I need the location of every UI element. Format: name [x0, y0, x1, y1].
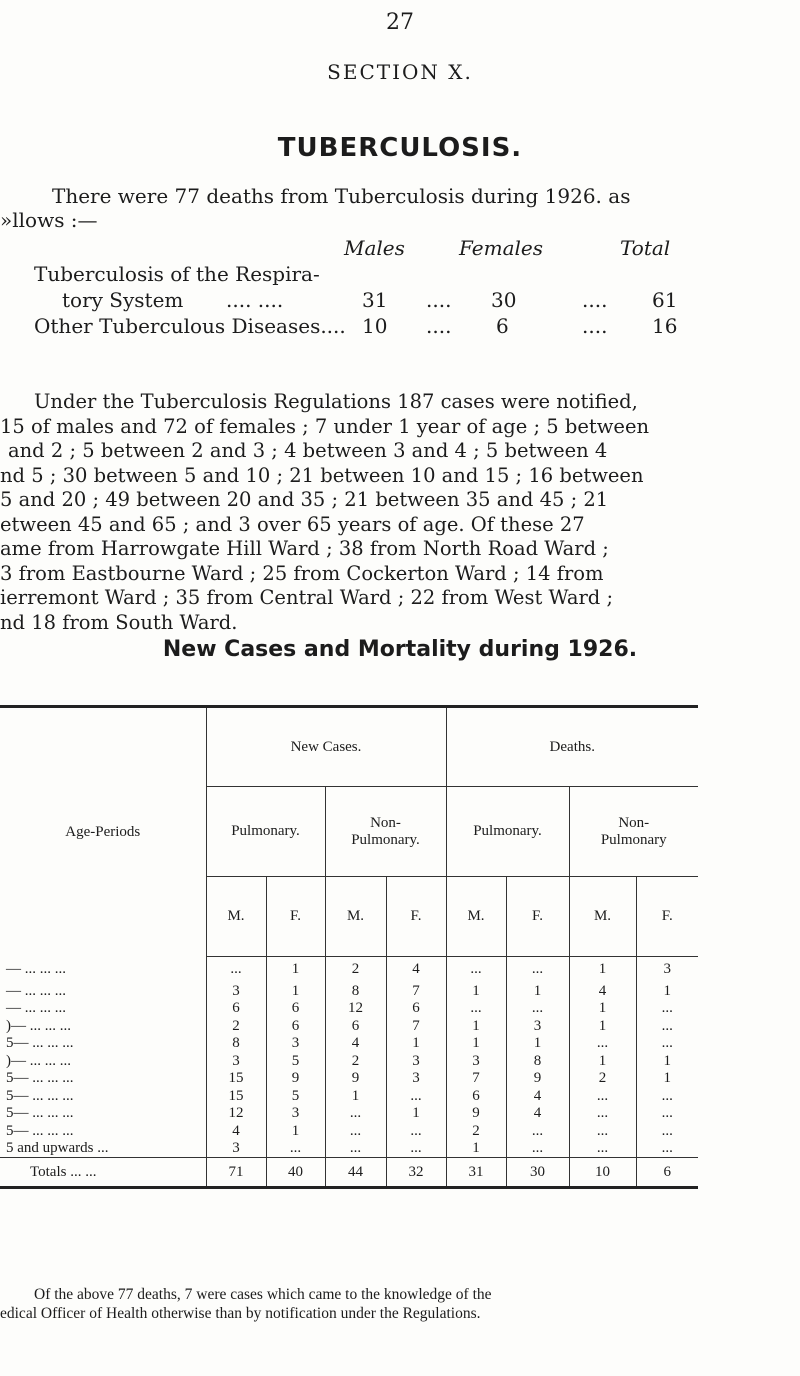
table-row — [0, 1140, 698, 1158]
table-row — [0, 1105, 698, 1123]
value-cell: 1 — [506, 983, 569, 1001]
page-heading: TUBERCULOSIS. — [277, 133, 523, 163]
page-number: 27 — [386, 10, 414, 35]
value-cell: 6 — [206, 1000, 266, 1018]
value-cell: ... — [636, 1140, 698, 1158]
paragraph-line: 5 and 20 ; 49 between 20 and 35 ; 21 between 35 and 45 ; 21 — [0, 488, 609, 511]
summary-total-value: 16 — [652, 314, 678, 338]
value-cell: 3 — [636, 957, 698, 983]
age-period-cell: 5— ... ... ... — [6, 1105, 74, 1122]
value-cell: ... — [325, 1123, 386, 1141]
summary-row-dots: .... — [582, 288, 608, 312]
value-cell: 1 — [446, 1140, 506, 1158]
value-cell: 7 — [386, 983, 446, 1001]
footnote-line: edical Officer of Health otherwise than by notification under the Regulations. — [0, 1305, 481, 1322]
value-cell: 3 — [386, 1053, 446, 1071]
value-cell: 1 — [446, 983, 506, 1001]
cases-mortality-table — [0, 705, 698, 1189]
paragraph-line: nd 18 from South Ward. — [0, 610, 238, 634]
value-cell: ... — [636, 1105, 698, 1123]
value-cell: ... — [636, 1088, 698, 1106]
header-new-cases: New Cases. — [206, 707, 446, 787]
value-cell: ... — [386, 1140, 446, 1158]
value-cell: ... — [636, 1123, 698, 1141]
header-non-line: Non- — [370, 814, 401, 831]
total-cell: 44 — [325, 1158, 386, 1188]
total-cell: 6 — [636, 1158, 698, 1188]
value-cell: 3 — [506, 1018, 569, 1036]
value-cell: 3 — [206, 1053, 266, 1071]
value-cell: ... — [386, 1123, 446, 1141]
value-cell: 1 — [569, 957, 636, 983]
total-cell: 32 — [386, 1158, 446, 1188]
value-cell: ... — [636, 1035, 698, 1053]
summary-females-value: 30 — [491, 288, 517, 312]
table-row — [0, 1070, 698, 1088]
value-cell: 3 — [206, 1140, 266, 1158]
summary-males-value: 10 — [362, 314, 388, 338]
value-cell: 1 — [446, 1018, 506, 1036]
age-period-cell: 5— ... ... ... — [6, 1035, 74, 1052]
value-cell: 15 — [206, 1088, 266, 1106]
age-period-cell: 5— ... ... ... — [6, 1070, 74, 1087]
paragraph-line: nd 5 ; 30 between 5 and 10 ; 21 between 10 and 15 ; 16 between — [0, 463, 644, 487]
value-cell: 1 — [636, 1070, 698, 1088]
table-row — [0, 1053, 698, 1071]
value-cell: 7 — [386, 1018, 446, 1036]
total-cell: 10 — [569, 1158, 636, 1188]
value-cell: 1 — [506, 1035, 569, 1053]
header-new-pulmonary: Pulmonary. — [206, 787, 325, 877]
header-deaths: Deaths. — [446, 707, 698, 787]
header-non-line: Non- — [618, 814, 650, 831]
value-cell: 6 — [266, 1000, 325, 1018]
summary-row-dots: .... — [426, 288, 452, 312]
value-cell: ... — [206, 957, 266, 983]
summary-row-label: Other Tuberculous Diseases.... — [34, 314, 346, 338]
table-row — [0, 983, 698, 1001]
value-cell: ... — [569, 1088, 636, 1106]
header-pulmonary-line: Pulmonary — [600, 831, 667, 848]
notification-paragraph — [0, 390, 800, 635]
value-cell: 9 — [446, 1105, 506, 1123]
value-cell: 1 — [266, 1123, 325, 1141]
summary-col-females: Females — [459, 236, 544, 260]
age-period-cell: 5— ... ... ... — [6, 1122, 74, 1139]
value-cell: 4 — [386, 957, 446, 983]
value-cell: 8 — [325, 983, 386, 1001]
value-cell: 1 — [266, 983, 325, 1001]
summary-row-dots: .... — [426, 314, 452, 338]
value-cell: 3 — [266, 1035, 325, 1053]
value-cell: 3 — [446, 1053, 506, 1071]
header-f: F. — [386, 877, 446, 957]
value-cell: 2 — [325, 957, 386, 983]
value-cell: 1 — [636, 1053, 698, 1071]
value-cell: 6 — [386, 1000, 446, 1018]
value-cell: 3 — [386, 1070, 446, 1088]
paragraph-line: Under the Tuberculosis Regulations 187 cases were notified, — [34, 390, 638, 413]
value-cell: ... — [325, 1105, 386, 1123]
value-cell: 1 — [386, 1035, 446, 1053]
value-cell: 1 — [569, 1000, 636, 1018]
value-cell: ... — [569, 1105, 636, 1123]
header-f: F. — [506, 877, 569, 957]
value-cell: ... — [506, 1000, 569, 1018]
value-cell: 1 — [569, 1018, 636, 1036]
value-cell: ... — [569, 1035, 636, 1053]
value-cell: 6 — [446, 1088, 506, 1106]
table-row — [0, 1018, 698, 1036]
value-cell: 4 — [506, 1105, 569, 1123]
summary-row-dots: .... .... — [226, 288, 284, 312]
value-cell: 6 — [325, 1018, 386, 1036]
value-cell: ... — [506, 1123, 569, 1141]
paragraph-line: and 2 ; 5 between 2 and 3 ; 4 between 3 and 4 ; 5 between 4 — [8, 439, 608, 462]
header-f: F. — [636, 877, 698, 957]
value-cell: 1 — [386, 1105, 446, 1123]
age-period-cell: 5 and upwards ... — [6, 1140, 109, 1156]
age-period-cell: — ... ... ... — [6, 961, 66, 977]
header-age-periods: Age-Periods — [65, 823, 141, 840]
value-cell: 1 — [325, 1088, 386, 1106]
value-cell: 2 — [325, 1053, 386, 1071]
value-cell: 3 — [206, 983, 266, 1001]
totals-label: Totals ... ... — [0, 1158, 206, 1188]
value-cell: 9 — [506, 1070, 569, 1088]
summary-row — [0, 314, 800, 340]
value-cell: ... — [386, 1088, 446, 1106]
value-cell: ... — [266, 1140, 325, 1158]
paragraph-line: ame from Harrowgate Hill Ward ; 38 from North Road Ward ; — [0, 537, 609, 560]
value-cell: 4 — [206, 1123, 266, 1141]
header-f: F. — [266, 877, 325, 957]
value-cell: ... — [325, 1140, 386, 1158]
totals-row — [0, 1158, 698, 1188]
value-cell: ... — [569, 1140, 636, 1158]
paragraph-line: etween 45 and 65 ; and 3 over 65 years of age. Of these 27 — [0, 512, 585, 536]
value-cell: 2 — [446, 1123, 506, 1141]
table-title: New Cases and Mortality during 1926. — [162, 637, 638, 662]
value-cell: ... — [636, 1018, 698, 1036]
header-new-non-pulmonary — [325, 787, 446, 877]
value-cell: 4 — [569, 983, 636, 1001]
total-cell: 30 — [506, 1158, 569, 1188]
value-cell: 7 — [446, 1070, 506, 1088]
value-cell: ... — [446, 1000, 506, 1018]
table-body — [0, 957, 698, 1158]
header-m: M. — [569, 877, 636, 957]
footnote — [0, 1285, 800, 1323]
header-deaths-pulmonary: Pulmonary. — [446, 787, 569, 877]
value-cell: 4 — [506, 1088, 569, 1106]
intro-text — [0, 184, 800, 232]
value-cell: 1 — [569, 1053, 636, 1071]
intro-line-1: There were 77 deaths from Tuberculosis during 1926. as — [52, 184, 631, 208]
table-row — [0, 957, 698, 983]
age-period-cell: — ... ... ... — [6, 982, 66, 999]
value-cell: 3 — [266, 1105, 325, 1123]
value-cell: 1 — [446, 1035, 506, 1053]
value-cell: 9 — [325, 1070, 386, 1088]
total-cell: 71 — [206, 1158, 266, 1188]
value-cell: 1 — [266, 957, 325, 983]
summary-row — [0, 288, 800, 314]
header-pulmonary-line: Pulmonary. — [351, 831, 420, 848]
value-cell: 2 — [206, 1018, 266, 1036]
header-m: M. — [446, 877, 506, 957]
value-cell: ... — [506, 1140, 569, 1158]
value-cell: 1 — [636, 983, 698, 1001]
paragraph-line: 3 from Eastbourne Ward ; 25 from Cockerton Ward ; 14 from — [0, 561, 604, 585]
summary-total-value: 61 — [652, 288, 678, 312]
value-cell: 5 — [266, 1088, 325, 1106]
value-cell: ... — [446, 957, 506, 983]
table-row — [0, 1035, 698, 1053]
age-period-cell: — ... ... ... — [6, 1000, 66, 1017]
summary-row-label: tory System — [62, 288, 184, 312]
table-row — [0, 1088, 698, 1106]
value-cell: ... — [506, 957, 569, 983]
value-cell: 12 — [325, 1000, 386, 1018]
age-period-cell: )— ... ... ... — [6, 1017, 71, 1034]
total-cell: 31 — [446, 1158, 506, 1188]
value-cell: 6 — [266, 1018, 325, 1036]
section-title: SECTION X. — [327, 60, 473, 84]
value-cell: 8 — [506, 1053, 569, 1071]
summary-row-dots: .... — [582, 314, 608, 338]
value-cell: ... — [569, 1123, 636, 1141]
value-cell: 12 — [206, 1105, 266, 1123]
value-cell: 9 — [266, 1070, 325, 1088]
total-cell: 40 — [266, 1158, 325, 1188]
paragraph-line: ierremont Ward ; 35 from Central Ward ; 22 from West Ward ; — [0, 586, 614, 609]
summary-row-label: Tuberculosis of the Respira- — [34, 262, 320, 286]
summary-males-value: 31 — [362, 288, 388, 312]
age-period-cell: )— ... ... ... — [6, 1052, 71, 1069]
value-cell: 4 — [325, 1035, 386, 1053]
age-period-cell: 5— ... ... ... — [6, 1087, 74, 1104]
value-cell: 8 — [206, 1035, 266, 1053]
header-m: M. — [206, 877, 266, 957]
value-cell: 15 — [206, 1070, 266, 1088]
summary-col-total: Total — [620, 236, 671, 260]
value-cell: 5 — [266, 1053, 325, 1071]
summary-row — [0, 262, 800, 288]
paragraph-line: 15 of males and 72 of females ; 7 under 1 year of age ; 5 between — [0, 414, 650, 438]
summary-females-value: 6 — [496, 314, 509, 338]
header-m: M. — [325, 877, 386, 957]
summary-col-males: Males — [344, 236, 405, 260]
intro-line-2: »llows :— — [0, 208, 98, 232]
header-deaths-non-pulmonary — [569, 787, 698, 877]
table-row — [0, 1000, 698, 1018]
value-cell: ... — [636, 1000, 698, 1018]
footnote-line: Of the above 77 deaths, 7 were cases which came to the knowledge of the — [34, 1286, 492, 1303]
table-row — [0, 1123, 698, 1141]
value-cell: 2 — [569, 1070, 636, 1088]
